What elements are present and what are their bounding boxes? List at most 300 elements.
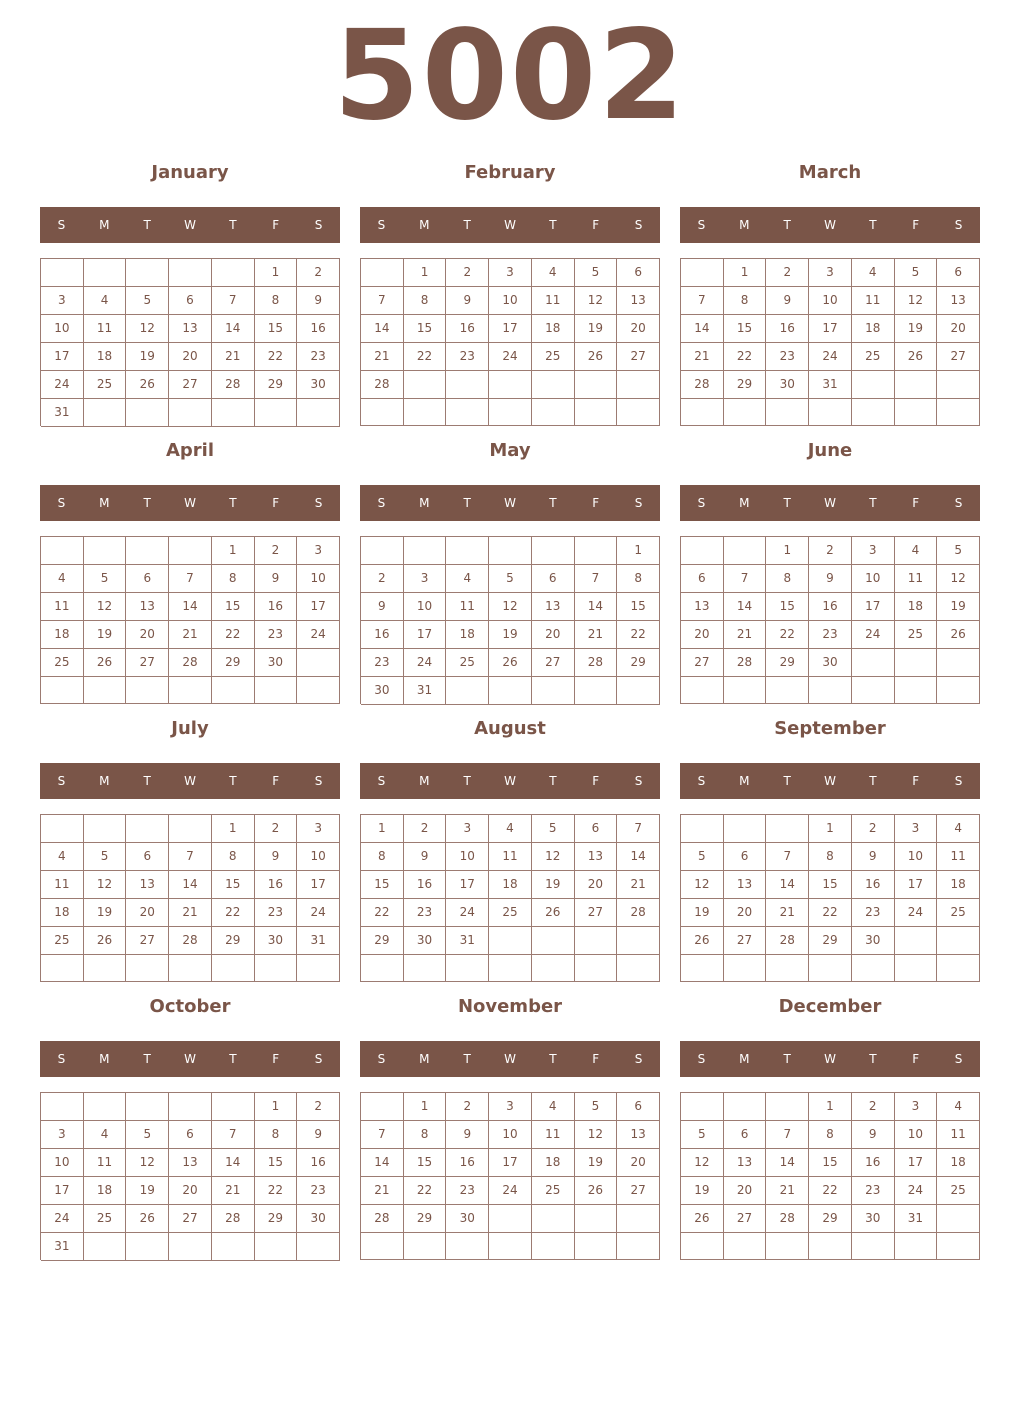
day-cell: 5	[532, 815, 575, 843]
weekday-header	[360, 207, 660, 243]
day-cell: 5	[575, 1093, 618, 1121]
empty-day-cell	[489, 1205, 532, 1233]
weekday-label: T	[869, 496, 877, 510]
day-cell: 27	[724, 1205, 767, 1233]
day-cell: 1	[404, 1093, 447, 1121]
day-cell: 8	[255, 1121, 298, 1149]
day-cell: 10	[852, 565, 895, 593]
day-cell: 9	[255, 565, 298, 593]
empty-day-cell	[446, 677, 489, 705]
empty-day-cell	[41, 677, 84, 704]
weekday-label: T	[229, 774, 237, 788]
month-name: December	[778, 996, 882, 1017]
day-cell: 17	[895, 1149, 938, 1177]
day-cell: 3	[404, 565, 447, 593]
day-cell: 4	[532, 1093, 575, 1121]
day-cell: 2	[255, 537, 298, 565]
weekday-label: S	[954, 1052, 963, 1066]
day-grid	[40, 814, 340, 982]
weekday-label: F	[272, 218, 280, 232]
weekday-header	[40, 485, 340, 521]
day-cell: 12	[681, 871, 724, 899]
day-cell: 4	[446, 565, 489, 593]
day-cell: 13	[724, 1149, 767, 1177]
day-cell: 10	[895, 843, 938, 871]
day-cell: 26	[681, 927, 724, 955]
empty-day-cell	[297, 955, 340, 982]
day-cell: 12	[84, 871, 127, 899]
empty-day-cell	[895, 649, 938, 677]
day-cell: 5	[126, 1121, 169, 1149]
day-cell: 18	[937, 1149, 980, 1177]
day-cell: 7	[361, 1121, 404, 1149]
empty-day-cell	[895, 955, 938, 982]
day-cell: 6	[937, 259, 980, 287]
empty-day-cell	[937, 1233, 980, 1260]
day-cell: 7	[766, 843, 809, 871]
weekday-label: T	[869, 774, 877, 788]
day-cell: 22	[724, 343, 767, 371]
empty-day-cell	[617, 955, 660, 982]
day-cell: 2	[852, 1093, 895, 1121]
day-cell: 13	[937, 287, 980, 315]
day-cell: 27	[169, 371, 212, 399]
weekday-header	[360, 485, 660, 521]
day-cell: 5	[575, 259, 618, 287]
day-grid	[360, 258, 660, 426]
weekday-label: M	[99, 218, 110, 232]
empty-day-cell	[895, 371, 938, 399]
day-cell: 16	[255, 593, 298, 621]
day-cell: 27	[126, 927, 169, 955]
day-cell: 30	[766, 371, 809, 399]
day-cell: 22	[404, 343, 447, 371]
month-may	[360, 440, 660, 704]
day-cell: 21	[617, 871, 660, 899]
day-cell: 5	[84, 565, 127, 593]
day-cell: 21	[212, 1177, 255, 1205]
day-cell: 12	[575, 287, 618, 315]
day-cell: 22	[404, 1177, 447, 1205]
day-cell: 14	[766, 1149, 809, 1177]
day-cell: 25	[84, 1205, 127, 1233]
day-cell: 11	[446, 593, 489, 621]
empty-day-cell	[895, 399, 938, 426]
empty-day-cell	[361, 259, 404, 287]
empty-day-cell	[617, 399, 660, 426]
empty-day-cell	[724, 677, 767, 704]
empty-day-cell	[895, 927, 938, 955]
day-cell: 5	[681, 1121, 724, 1149]
day-cell: 31	[41, 399, 84, 427]
day-cell: 31	[895, 1205, 938, 1233]
empty-day-cell	[532, 927, 575, 955]
day-cell: 18	[895, 593, 938, 621]
day-cell: 22	[361, 899, 404, 927]
weekday-header	[40, 1041, 340, 1077]
day-cell: 9	[255, 843, 298, 871]
day-cell: 15	[809, 871, 852, 899]
empty-day-cell	[575, 371, 618, 399]
day-cell: 15	[255, 315, 298, 343]
empty-day-cell	[809, 677, 852, 704]
weekday-label: S	[314, 774, 323, 788]
empty-day-cell	[575, 1205, 618, 1233]
month-march	[680, 162, 980, 426]
day-cell: 14	[169, 871, 212, 899]
day-cell: 29	[212, 927, 255, 955]
day-cell: 26	[895, 343, 938, 371]
weekday-label: S	[314, 1052, 323, 1066]
weekday-header	[40, 763, 340, 799]
day-cell: 28	[169, 649, 212, 677]
weekday-label: T	[463, 218, 471, 232]
day-cell: 26	[575, 343, 618, 371]
weekday-label: S	[634, 496, 643, 510]
day-cell: 17	[404, 621, 447, 649]
day-cell: 10	[41, 1149, 84, 1177]
empty-day-cell	[489, 955, 532, 982]
month-name: June	[807, 440, 853, 461]
day-cell: 24	[489, 343, 532, 371]
empty-day-cell	[41, 1093, 84, 1121]
day-cell: 2	[852, 815, 895, 843]
weekday-label: F	[272, 496, 280, 510]
day-cell: 5	[681, 843, 724, 871]
day-cell: 11	[852, 287, 895, 315]
weekday-label: M	[739, 218, 750, 232]
day-cell: 20	[617, 315, 660, 343]
month-february	[360, 162, 660, 426]
weekday-label: S	[697, 218, 706, 232]
empty-day-cell	[532, 399, 575, 426]
day-cell: 15	[617, 593, 660, 621]
day-cell: 3	[297, 537, 340, 565]
day-cell: 6	[575, 815, 618, 843]
day-cell: 23	[852, 899, 895, 927]
day-cell: 11	[489, 843, 532, 871]
day-cell: 23	[852, 1177, 895, 1205]
weekday-label: M	[99, 774, 110, 788]
weekday-label: T	[869, 218, 877, 232]
day-cell: 10	[809, 287, 852, 315]
day-cell: 2	[361, 565, 404, 593]
empty-day-cell	[404, 1233, 447, 1260]
day-cell: 4	[41, 843, 84, 871]
day-cell: 10	[297, 565, 340, 593]
weekday-label: S	[697, 496, 706, 510]
day-cell: 8	[766, 565, 809, 593]
empty-day-cell	[937, 955, 980, 982]
day-grid	[680, 258, 980, 426]
day-cell: 11	[84, 1149, 127, 1177]
day-cell: 18	[84, 1177, 127, 1205]
empty-day-cell	[489, 1233, 532, 1260]
empty-day-cell	[404, 955, 447, 982]
weekday-label: S	[697, 1052, 706, 1066]
empty-day-cell	[532, 955, 575, 982]
day-cell: 15	[404, 1149, 447, 1177]
weekday-label: F	[592, 496, 600, 510]
day-cell: 10	[489, 1121, 532, 1149]
day-cell: 3	[852, 537, 895, 565]
day-cell: 8	[809, 1121, 852, 1149]
day-cell: 6	[532, 565, 575, 593]
day-cell: 29	[766, 649, 809, 677]
weekday-header	[680, 1041, 980, 1077]
weekday-label: T	[549, 774, 557, 788]
day-cell: 23	[446, 343, 489, 371]
weekday-label: W	[184, 774, 196, 788]
day-cell: 23	[404, 899, 447, 927]
empty-day-cell	[361, 399, 404, 426]
day-cell: 15	[212, 593, 255, 621]
weekday-label: W	[504, 1052, 516, 1066]
day-cell: 10	[41, 315, 84, 343]
empty-day-cell	[126, 955, 169, 982]
empty-day-cell	[84, 955, 127, 982]
month-october	[40, 996, 340, 1260]
day-cell: 25	[937, 899, 980, 927]
day-cell: 14	[681, 315, 724, 343]
day-cell: 15	[724, 315, 767, 343]
day-cell: 11	[41, 871, 84, 899]
empty-day-cell	[681, 1093, 724, 1121]
day-cell: 7	[617, 815, 660, 843]
empty-day-cell	[575, 955, 618, 982]
day-cell: 24	[809, 343, 852, 371]
empty-day-cell	[724, 955, 767, 982]
empty-day-cell	[617, 371, 660, 399]
empty-day-cell	[361, 1093, 404, 1121]
weekday-label: T	[549, 218, 557, 232]
day-cell: 3	[895, 815, 938, 843]
day-cell: 31	[809, 371, 852, 399]
day-cell: 24	[489, 1177, 532, 1205]
day-cell: 26	[532, 899, 575, 927]
day-cell: 6	[724, 1121, 767, 1149]
weekday-label: M	[99, 496, 110, 510]
empty-day-cell	[41, 259, 84, 287]
day-cell: 28	[169, 927, 212, 955]
weekday-label: M	[739, 496, 750, 510]
empty-day-cell	[937, 1205, 980, 1233]
day-cell: 21	[169, 621, 212, 649]
day-cell: 18	[41, 621, 84, 649]
day-cell: 28	[361, 371, 404, 399]
day-cell: 20	[937, 315, 980, 343]
weekday-label: W	[184, 496, 196, 510]
day-cell: 21	[575, 621, 618, 649]
day-cell: 9	[852, 1121, 895, 1149]
day-cell: 15	[766, 593, 809, 621]
empty-day-cell	[446, 1233, 489, 1260]
empty-day-cell	[681, 399, 724, 426]
weekday-label: M	[419, 496, 430, 510]
day-cell: 11	[532, 287, 575, 315]
day-cell: 21	[361, 343, 404, 371]
day-cell: 15	[255, 1149, 298, 1177]
day-cell: 17	[489, 315, 532, 343]
day-cell: 14	[212, 315, 255, 343]
empty-day-cell	[126, 677, 169, 704]
day-cell: 16	[766, 315, 809, 343]
month-january	[40, 162, 340, 426]
day-cell: 7	[766, 1121, 809, 1149]
day-cell: 16	[255, 871, 298, 899]
day-cell: 25	[489, 899, 532, 927]
day-cell: 24	[41, 1205, 84, 1233]
day-cell: 16	[297, 1149, 340, 1177]
day-cell: 5	[489, 565, 532, 593]
empty-day-cell	[126, 815, 169, 843]
empty-day-cell	[575, 927, 618, 955]
day-cell: 16	[404, 871, 447, 899]
day-cell: 31	[297, 927, 340, 955]
empty-day-cell	[84, 815, 127, 843]
day-cell: 17	[41, 1177, 84, 1205]
day-cell: 22	[255, 343, 298, 371]
day-cell: 29	[404, 1205, 447, 1233]
day-cell: 19	[937, 593, 980, 621]
month-name: September	[774, 718, 886, 739]
day-cell: 4	[489, 815, 532, 843]
day-cell: 28	[724, 649, 767, 677]
day-cell: 2	[404, 815, 447, 843]
weekday-label: S	[57, 496, 66, 510]
day-cell: 31	[404, 677, 447, 705]
month-name: October	[149, 996, 231, 1017]
day-cell: 19	[575, 315, 618, 343]
day-cell: 17	[446, 871, 489, 899]
empty-day-cell	[404, 399, 447, 426]
day-cell: 27	[617, 343, 660, 371]
day-cell: 29	[617, 649, 660, 677]
day-cell: 18	[532, 1149, 575, 1177]
day-cell: 25	[84, 371, 127, 399]
empty-day-cell	[766, 815, 809, 843]
empty-day-cell	[126, 537, 169, 565]
empty-day-cell	[84, 1233, 127, 1261]
day-cell: 13	[532, 593, 575, 621]
day-cell: 6	[169, 1121, 212, 1149]
day-cell: 24	[895, 899, 938, 927]
day-cell: 21	[361, 1177, 404, 1205]
day-cell: 23	[297, 1177, 340, 1205]
weekday-header	[680, 763, 980, 799]
day-cell: 24	[297, 621, 340, 649]
day-cell: 4	[937, 1093, 980, 1121]
weekday-label: M	[739, 774, 750, 788]
month-september	[680, 718, 980, 982]
day-cell: 17	[895, 871, 938, 899]
day-cell: 28	[361, 1205, 404, 1233]
weekday-label: F	[272, 1052, 280, 1066]
day-cell: 3	[41, 287, 84, 315]
weekday-header	[680, 485, 980, 521]
empty-day-cell	[575, 677, 618, 705]
empty-day-cell	[212, 955, 255, 982]
weekday-label: S	[314, 496, 323, 510]
empty-day-cell	[297, 649, 340, 677]
day-cell: 19	[681, 899, 724, 927]
empty-day-cell	[169, 537, 212, 565]
day-cell: 20	[617, 1149, 660, 1177]
day-cell: 29	[255, 371, 298, 399]
weekday-label: T	[783, 774, 791, 788]
empty-day-cell	[212, 1233, 255, 1261]
day-cell: 10	[404, 593, 447, 621]
empty-day-cell	[809, 399, 852, 426]
day-grid	[360, 536, 660, 704]
month-name: April	[165, 440, 215, 461]
day-cell: 28	[766, 1205, 809, 1233]
empty-day-cell	[852, 649, 895, 677]
empty-day-cell	[575, 399, 618, 426]
day-cell: 1	[255, 259, 298, 287]
day-cell: 23	[297, 343, 340, 371]
day-cell: 27	[532, 649, 575, 677]
weekday-label: T	[229, 218, 237, 232]
day-cell: 9	[297, 1121, 340, 1149]
empty-day-cell	[937, 677, 980, 704]
weekday-label: S	[954, 774, 963, 788]
day-cell: 21	[724, 621, 767, 649]
empty-day-cell	[809, 1233, 852, 1260]
weekday-label: M	[419, 218, 430, 232]
day-cell: 11	[937, 1121, 980, 1149]
day-cell: 13	[169, 1149, 212, 1177]
day-cell: 1	[809, 815, 852, 843]
empty-day-cell	[404, 537, 447, 565]
empty-day-cell	[724, 815, 767, 843]
day-cell: 11	[41, 593, 84, 621]
day-cell: 27	[937, 343, 980, 371]
empty-day-cell	[532, 1205, 575, 1233]
empty-day-cell	[169, 815, 212, 843]
day-cell: 19	[84, 899, 127, 927]
day-cell: 6	[126, 843, 169, 871]
empty-day-cell	[84, 259, 127, 287]
day-cell: 13	[126, 871, 169, 899]
day-cell: 30	[404, 927, 447, 955]
day-cell: 26	[84, 927, 127, 955]
day-grid	[40, 1092, 340, 1260]
weekday-label: M	[739, 1052, 750, 1066]
day-cell: 15	[404, 315, 447, 343]
weekday-header	[680, 207, 980, 243]
day-cell: 8	[212, 843, 255, 871]
empty-day-cell	[575, 537, 618, 565]
weekday-label: T	[869, 1052, 877, 1066]
day-cell: 6	[681, 565, 724, 593]
day-cell: 17	[852, 593, 895, 621]
day-cell: 24	[404, 649, 447, 677]
day-cell: 21	[766, 1177, 809, 1205]
empty-day-cell	[532, 371, 575, 399]
day-cell: 24	[297, 899, 340, 927]
day-cell: 14	[617, 843, 660, 871]
day-grid	[680, 814, 980, 982]
day-cell: 1	[809, 1093, 852, 1121]
day-cell: 12	[126, 1149, 169, 1177]
empty-day-cell	[489, 927, 532, 955]
weekday-label: W	[824, 218, 836, 232]
empty-day-cell	[852, 371, 895, 399]
weekday-label: W	[504, 218, 516, 232]
day-cell: 7	[361, 287, 404, 315]
month-name: February	[464, 162, 556, 183]
